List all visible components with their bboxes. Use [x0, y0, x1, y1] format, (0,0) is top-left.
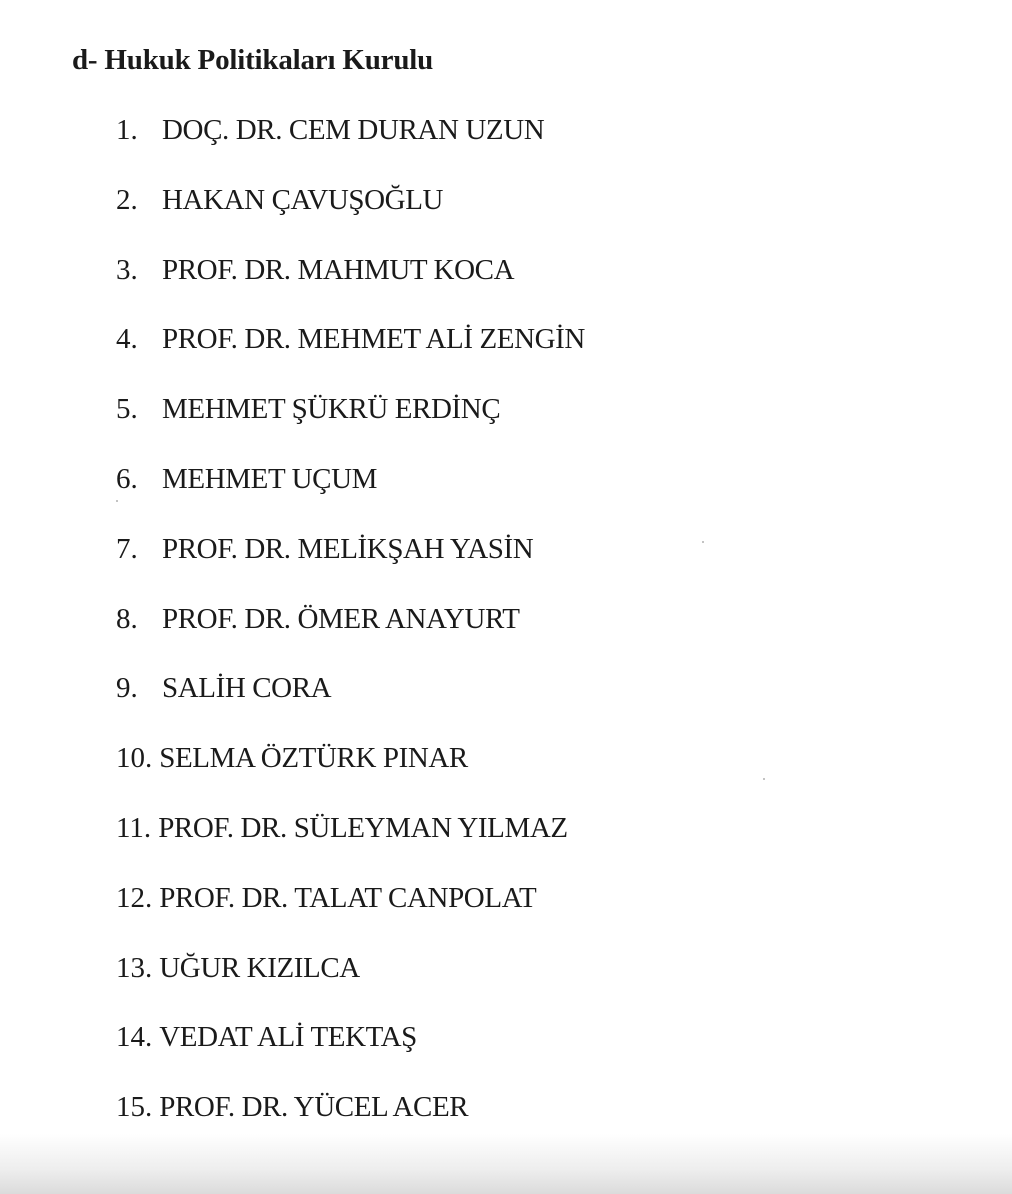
item-number: 7.	[116, 532, 138, 565]
item-number: 8.	[116, 602, 138, 635]
item-number: 3.	[116, 253, 138, 286]
item-number: 9.	[116, 672, 138, 705]
list-item	[116, 948, 585, 1018]
list-item	[116, 459, 585, 529]
member-name: PROF. DR. YÜCEL ACER	[159, 1091, 469, 1124]
scan-speck	[702, 541, 704, 543]
list-item	[116, 599, 585, 669]
item-number: 1.	[116, 114, 138, 146]
item-number: 13.	[116, 951, 153, 984]
item-number: 15.	[116, 1091, 153, 1124]
member-name: SELMA ÖZTÜRK PINAR	[159, 742, 468, 775]
item-number: 10.	[116, 742, 153, 775]
member-name: HAKAN ÇAVUŞOĞLU	[162, 183, 444, 216]
member-list	[116, 110, 585, 1157]
item-number: 2.	[116, 183, 138, 216]
list-item	[116, 878, 585, 948]
scan-speck	[763, 778, 765, 780]
list-item	[116, 180, 585, 250]
member-name: PROF. DR. TALAT CANPOLAT	[159, 881, 537, 914]
item-number: 11.	[116, 811, 152, 844]
item-number: 5.	[116, 393, 138, 426]
item-number: 4.	[116, 323, 138, 356]
list-item	[116, 668, 585, 738]
page-bottom-shadow	[0, 1134, 1012, 1194]
list-item	[116, 319, 585, 389]
list-item	[116, 110, 585, 180]
list-item	[116, 1017, 585, 1087]
section-heading: d- Hukuk Politikaları Kurulu	[72, 44, 434, 76]
member-name: SALİH CORA	[162, 672, 332, 705]
member-name: MEHMET UÇUM	[162, 462, 377, 495]
member-name: PROF. DR. MEHMET ALİ ZENGİN	[162, 323, 585, 356]
list-item	[116, 738, 585, 808]
list-item	[116, 389, 585, 459]
member-name: VEDAT ALİ TEKTAŞ	[159, 1021, 417, 1054]
member-name: MEHMET ŞÜKRÜ ERDİNÇ	[162, 393, 501, 426]
member-name: PROF. DR. MELİKŞAH YASİN	[162, 532, 534, 565]
scan-speck	[116, 500, 118, 502]
list-item	[116, 250, 585, 320]
list-item	[116, 529, 585, 599]
member-name: PROF. DR. ÖMER ANAYURT	[162, 602, 520, 635]
member-name: DOÇ. DR. CEM DURAN UZUN	[162, 114, 545, 146]
item-number: 12.	[116, 881, 153, 914]
member-name: UĞUR KIZILCA	[159, 951, 360, 984]
item-number: 14.	[116, 1021, 153, 1054]
list-item	[116, 808, 585, 878]
member-name: PROF. DR. SÜLEYMAN YILMAZ	[158, 811, 568, 844]
item-number: 6.	[116, 462, 138, 495]
member-name: PROF. DR. MAHMUT KOCA	[162, 253, 515, 286]
